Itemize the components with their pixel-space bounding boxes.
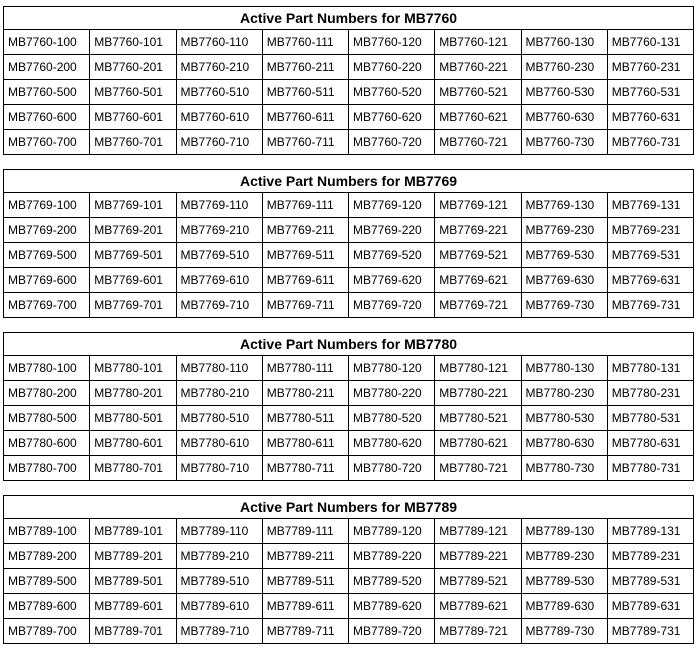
- part-number-cell: MB7780-111: [262, 356, 348, 381]
- table-row: [4, 431, 694, 456]
- part-number-cell: MB7769-700: [4, 293, 90, 318]
- part-number-cell: MB7760-500: [4, 80, 90, 105]
- part-number-cell: MB7760-131: [607, 30, 693, 55]
- part-number-cell: MB7789-201: [90, 544, 176, 569]
- part-number-cell: MB7780-231: [607, 381, 693, 406]
- part-number-cell: MB7769-721: [435, 293, 521, 318]
- part-number-cell: MB7769-611: [262, 268, 348, 293]
- part-number-cell: MB7780-521: [435, 406, 521, 431]
- part-number-cell: MB7769-720: [349, 293, 435, 318]
- part-number-cell: MB7780-230: [521, 381, 607, 406]
- part-number-cell: MB7789-131: [607, 519, 693, 544]
- part-number-cell: MB7760-711: [262, 130, 348, 155]
- table-row: [4, 519, 694, 544]
- part-number-cell: MB7769-210: [176, 218, 262, 243]
- part-number-cell: MB7780-211: [262, 381, 348, 406]
- table-row: [4, 55, 694, 80]
- part-number-cell: MB7780-120: [349, 356, 435, 381]
- part-number-cell: MB7760-130: [521, 30, 607, 55]
- part-number-table: [3, 6, 694, 155]
- part-number-cell: MB7760-700: [4, 130, 90, 155]
- part-number-cell: MB7789-200: [4, 544, 90, 569]
- part-number-cell: MB7789-130: [521, 519, 607, 544]
- part-number-cell: MB7789-631: [607, 594, 693, 619]
- part-number-cell: MB7789-700: [4, 619, 90, 644]
- part-number-cell: MB7760-611: [262, 105, 348, 130]
- table-row: [4, 243, 694, 268]
- part-number-cell: MB7760-731: [607, 130, 693, 155]
- table-row: [4, 293, 694, 318]
- part-number-cell: MB7780-131: [607, 356, 693, 381]
- table-row: [4, 268, 694, 293]
- part-number-cell: MB7780-511: [262, 406, 348, 431]
- part-number-cell: MB7769-631: [607, 268, 693, 293]
- part-number-cell: MB7780-220: [349, 381, 435, 406]
- part-number-cell: MB7789-610: [176, 594, 262, 619]
- part-number-cell: MB7760-521: [435, 80, 521, 105]
- table-row: [4, 130, 694, 155]
- part-number-cell: MB7769-111: [262, 193, 348, 218]
- part-number-cell: MB7789-501: [90, 569, 176, 594]
- part-number-cell: MB7769-511: [262, 243, 348, 268]
- part-number-cell: MB7769-130: [521, 193, 607, 218]
- part-number-cell: MB7789-120: [349, 519, 435, 544]
- part-number-cell: MB7780-520: [349, 406, 435, 431]
- part-number-cell: MB7780-620: [349, 431, 435, 456]
- part-number-cell: MB7780-701: [90, 456, 176, 481]
- part-number-cell: MB7760-511: [262, 80, 348, 105]
- part-number-cell: MB7760-101: [90, 30, 176, 55]
- table-title: Active Part Numbers for MB7760: [4, 7, 694, 30]
- part-number-cell: MB7760-621: [435, 105, 521, 130]
- part-number-cell: MB7769-110: [176, 193, 262, 218]
- part-number-cell: MB7789-101: [90, 519, 176, 544]
- part-number-cell: MB7760-221: [435, 55, 521, 80]
- part-number-cell: MB7780-221: [435, 381, 521, 406]
- part-number-cell: MB7780-710: [176, 456, 262, 481]
- part-number-cell: MB7780-110: [176, 356, 262, 381]
- part-number-table: [3, 495, 694, 644]
- part-number-cell: MB7760-710: [176, 130, 262, 155]
- part-number-cell: MB7780-731: [607, 456, 693, 481]
- part-number-cell: MB7760-231: [607, 55, 693, 80]
- part-number-cell: MB7760-520: [349, 80, 435, 105]
- part-number-cell: MB7789-121: [435, 519, 521, 544]
- part-number-cell: MB7789-500: [4, 569, 90, 594]
- part-number-cell: MB7789-110: [176, 519, 262, 544]
- part-number-cell: MB7769-200: [4, 218, 90, 243]
- part-number-cell: MB7780-500: [4, 406, 90, 431]
- part-number-cell: MB7760-600: [4, 105, 90, 130]
- table-row: [4, 356, 694, 381]
- part-number-cell: MB7789-511: [262, 569, 348, 594]
- part-number-cell: MB7769-711: [262, 293, 348, 318]
- part-number-cell: MB7780-100: [4, 356, 90, 381]
- part-number-cell: MB7760-110: [176, 30, 262, 55]
- part-number-cell: MB7789-211: [262, 544, 348, 569]
- table-title-row: [4, 170, 694, 193]
- part-number-cell: MB7769-510: [176, 243, 262, 268]
- table-title: Active Part Numbers for MB7769: [4, 170, 694, 193]
- part-number-cell: MB7789-510: [176, 569, 262, 594]
- part-number-cell: MB7760-610: [176, 105, 262, 130]
- part-number-cell: MB7780-630: [521, 431, 607, 456]
- part-number-cell: MB7769-120: [349, 193, 435, 218]
- part-number-cell: MB7760-530: [521, 80, 607, 105]
- part-number-cell: MB7769-710: [176, 293, 262, 318]
- part-number-cell: MB7760-211: [262, 55, 348, 80]
- part-number-cell: MB7769-610: [176, 268, 262, 293]
- table-title-row: [4, 333, 694, 356]
- table-row: [4, 619, 694, 644]
- part-number-cell: MB7789-620: [349, 594, 435, 619]
- part-number-cell: MB7780-121: [435, 356, 521, 381]
- table-title-row: [4, 496, 694, 519]
- part-number-cell: MB7789-210: [176, 544, 262, 569]
- part-number-cell: MB7769-221: [435, 218, 521, 243]
- part-number-cell: MB7780-711: [262, 456, 348, 481]
- part-number-cell: MB7789-721: [435, 619, 521, 644]
- part-number-table: [3, 169, 694, 318]
- part-number-cell: MB7769-621: [435, 268, 521, 293]
- part-number-cell: MB7789-701: [90, 619, 176, 644]
- part-number-cell: MB7769-220: [349, 218, 435, 243]
- part-number-cell: MB7789-100: [4, 519, 90, 544]
- table-row: [4, 594, 694, 619]
- table-row: [4, 569, 694, 594]
- part-number-cell: MB7789-600: [4, 594, 90, 619]
- part-number-cell: MB7780-720: [349, 456, 435, 481]
- part-number-cell: MB7760-210: [176, 55, 262, 80]
- part-number-cell: MB7760-631: [607, 105, 693, 130]
- part-number-cell: MB7769-731: [607, 293, 693, 318]
- part-number-cell: MB7769-500: [4, 243, 90, 268]
- part-number-cell: MB7769-600: [4, 268, 90, 293]
- part-number-cell: MB7769-730: [521, 293, 607, 318]
- part-number-cell: MB7780-530: [521, 406, 607, 431]
- table-row: [4, 30, 694, 55]
- part-number-cell: MB7789-730: [521, 619, 607, 644]
- part-number-cell: MB7769-520: [349, 243, 435, 268]
- part-number-cell: MB7789-230: [521, 544, 607, 569]
- part-number-cell: MB7780-600: [4, 431, 90, 456]
- part-number-cell: MB7780-621: [435, 431, 521, 456]
- part-number-cell: MB7769-531: [607, 243, 693, 268]
- part-number-cell: MB7760-721: [435, 130, 521, 155]
- table-row: [4, 105, 694, 130]
- part-number-cell: MB7769-211: [262, 218, 348, 243]
- part-number-cell: MB7789-231: [607, 544, 693, 569]
- part-number-cell: MB7760-201: [90, 55, 176, 80]
- table-row: [4, 80, 694, 105]
- part-number-cell: MB7780-501: [90, 406, 176, 431]
- part-number-cell: MB7760-100: [4, 30, 90, 55]
- part-number-cell: MB7760-730: [521, 130, 607, 155]
- part-number-cell: MB7780-201: [90, 381, 176, 406]
- part-number-cell: MB7789-720: [349, 619, 435, 644]
- part-number-cell: MB7769-521: [435, 243, 521, 268]
- part-number-cell: MB7789-710: [176, 619, 262, 644]
- part-number-cell: MB7769-201: [90, 218, 176, 243]
- part-number-cell: MB7780-631: [607, 431, 693, 456]
- part-number-cell: MB7789-611: [262, 594, 348, 619]
- part-number-cell: MB7789-621: [435, 594, 521, 619]
- part-number-cell: MB7760-630: [521, 105, 607, 130]
- table-row: [4, 218, 694, 243]
- part-number-table: [3, 332, 694, 481]
- part-number-cell: MB7780-721: [435, 456, 521, 481]
- part-number-cell: MB7780-611: [262, 431, 348, 456]
- part-number-cell: MB7789-111: [262, 519, 348, 544]
- part-number-cell: MB7769-230: [521, 218, 607, 243]
- part-number-cell: MB7769-601: [90, 268, 176, 293]
- part-number-cell: MB7789-220: [349, 544, 435, 569]
- part-number-cell: MB7780-610: [176, 431, 262, 456]
- part-number-cell: MB7780-200: [4, 381, 90, 406]
- part-number-cell: MB7789-531: [607, 569, 693, 594]
- part-number-cell: MB7760-121: [435, 30, 521, 55]
- part-number-cell: MB7760-531: [607, 80, 693, 105]
- part-number-cell: MB7780-101: [90, 356, 176, 381]
- part-number-cell: MB7789-731: [607, 619, 693, 644]
- part-number-cell: MB7760-620: [349, 105, 435, 130]
- part-number-cell: MB7760-601: [90, 105, 176, 130]
- part-number-cell: MB7789-530: [521, 569, 607, 594]
- part-number-cell: MB7780-130: [521, 356, 607, 381]
- part-number-cell: MB7760-701: [90, 130, 176, 155]
- part-number-cell: MB7780-210: [176, 381, 262, 406]
- part-number-cell: MB7789-630: [521, 594, 607, 619]
- part-number-cell: MB7789-711: [262, 619, 348, 644]
- part-number-cell: MB7760-720: [349, 130, 435, 155]
- table-row: [4, 193, 694, 218]
- part-number-cell: MB7769-530: [521, 243, 607, 268]
- part-number-tables: [3, 6, 694, 658]
- part-number-cell: MB7789-520: [349, 569, 435, 594]
- part-number-cell: MB7780-601: [90, 431, 176, 456]
- part-number-cell: MB7769-100: [4, 193, 90, 218]
- table-row: [4, 406, 694, 431]
- part-number-cell: MB7760-501: [90, 80, 176, 105]
- part-number-cell: MB7760-230: [521, 55, 607, 80]
- table-row: [4, 544, 694, 569]
- part-number-cell: MB7769-231: [607, 218, 693, 243]
- part-number-cell: MB7789-221: [435, 544, 521, 569]
- part-number-cell: MB7780-730: [521, 456, 607, 481]
- table-row: [4, 456, 694, 481]
- part-number-cell: MB7769-131: [607, 193, 693, 218]
- part-number-cell: MB7760-510: [176, 80, 262, 105]
- part-number-cell: MB7769-620: [349, 268, 435, 293]
- part-number-cell: MB7769-630: [521, 268, 607, 293]
- part-number-cell: MB7769-701: [90, 293, 176, 318]
- part-number-cell: MB7780-510: [176, 406, 262, 431]
- part-number-cell: MB7780-700: [4, 456, 90, 481]
- part-number-cell: MB7760-200: [4, 55, 90, 80]
- table-title: Active Part Numbers for MB7780: [4, 333, 694, 356]
- part-number-cell: MB7780-531: [607, 406, 693, 431]
- part-number-cell: MB7760-120: [349, 30, 435, 55]
- part-number-cell: MB7760-220: [349, 55, 435, 80]
- part-number-cell: MB7760-111: [262, 30, 348, 55]
- table-title-row: [4, 7, 694, 30]
- part-number-cell: MB7769-501: [90, 243, 176, 268]
- part-number-cell: MB7769-101: [90, 193, 176, 218]
- part-number-cell: MB7769-121: [435, 193, 521, 218]
- part-number-cell: MB7789-601: [90, 594, 176, 619]
- part-number-cell: MB7789-521: [435, 569, 521, 594]
- table-row: [4, 381, 694, 406]
- table-title: Active Part Numbers for MB7789: [4, 496, 694, 519]
